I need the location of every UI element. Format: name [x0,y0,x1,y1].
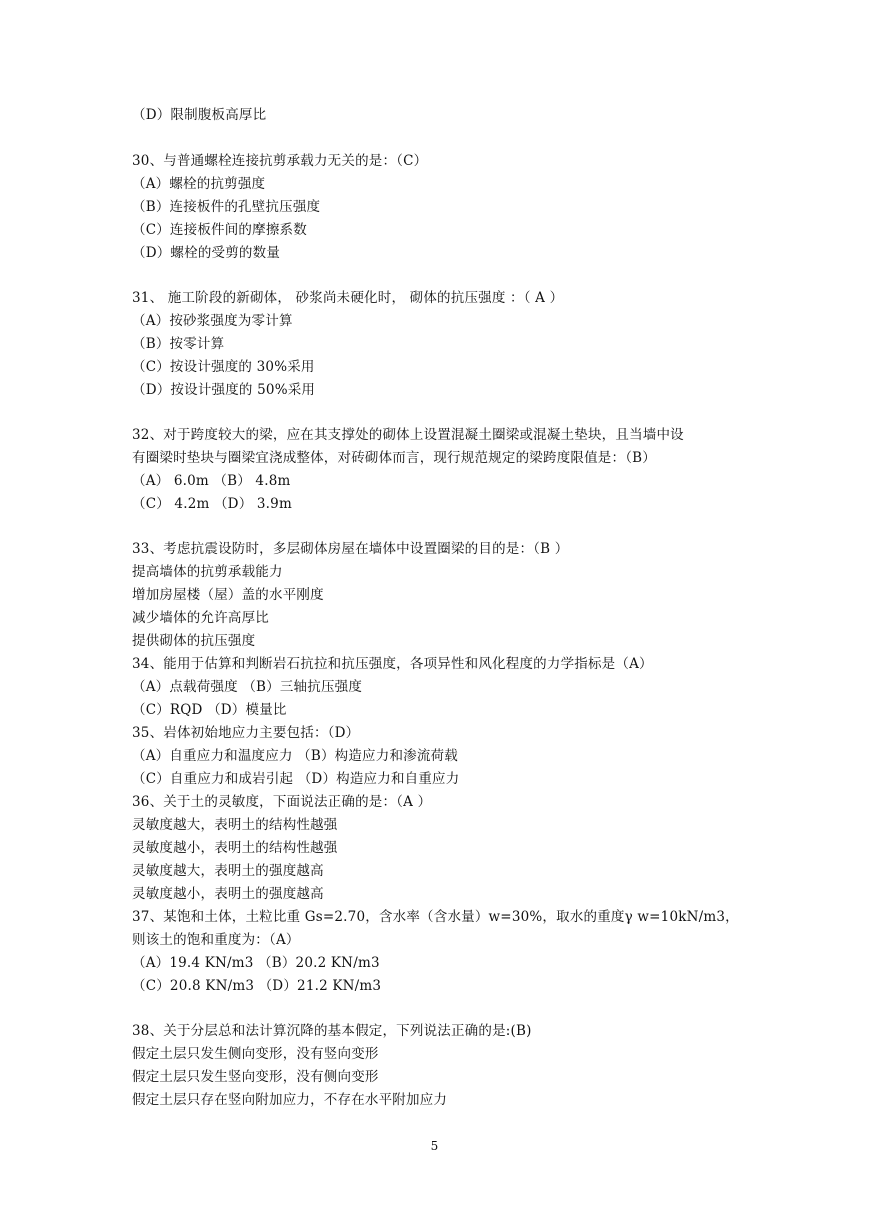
option-b-q30: （B）连接板件的孔壁抗压强度 [132,199,321,215]
question-31: 31、 施工阶段的新砌体， 砂浆尚未硬化时， 砌体的抗压强度 ：（ A ） [132,290,564,306]
options-ab-q32: （A） 6.0m （B） 4.8m [132,473,291,489]
options-cd-q37: （C）20.8 KN/m3 （D）21.2 KN/m3 [132,978,382,994]
question-32-line-2: 有圈梁时垫块与圈梁宜浇成整体，对砖砌体而言，现行规范规定的梁跨度限值是：（B） [132,450,656,466]
question-38: 38、关于分层总和法计算沉降的基本假定，下列说法正确的是:(B) [132,1023,532,1039]
option-d-q30: （D）螺栓的受剪的数量 [132,245,281,261]
options-cd-q35: （C）自重应力和成岩引起 （D）构造应力和自重应力 [132,771,460,787]
option-4-q33: 提供砌体的抗压强度 [132,633,256,649]
options-ab-q35: （A）自重应力和温度应力 （B）构造应力和渗流荷载 [132,748,458,764]
options-ab-q34: （A）点载荷强度 （B）三轴抗压强度 [132,679,363,695]
option-4-q36: 灵敏度越小，表明土的强度越高 [132,886,324,902]
option-3-q33: 减少墙体的允许高厚比 [132,610,269,626]
option-c-q31: （C）按设计强度的 30%采用 [132,359,315,375]
option-d-q31: （D）按设计强度的 50%采用 [132,382,316,398]
options-cd-q34: （C）RQD （D）模量比 [132,702,287,718]
options-ab-q37: （A）19.4 KN/m3 （B）20.2 KN/m3 [132,955,380,971]
question-32-line-1: 32、对于跨度较大的梁，应在其支撑处的砌体上设置混凝土圈梁或混凝土垫块，且当墙中设 [132,427,684,443]
options-cd-q32: （C） 4.2m （D） 3.9m [132,496,292,512]
option-a-q31: （A）按砂浆强度为零计算 [132,313,293,329]
option-3-q38: 假定土层只存在竖向附加应力，不存在水平附加应力 [132,1092,448,1108]
option-2-q33: 增加房屋楼（屋）盖的水平刚度 [132,587,324,603]
option-d-q29: （D）限制腹板高厚比 [132,107,267,123]
option-1-q38: 假定土层只发生侧向变形，没有竖向变形 [132,1046,379,1062]
option-2-q38: 假定土层只发生竖向变形，没有侧向变形 [132,1069,379,1085]
option-b-q31: （B）按零计算 [132,336,225,352]
question-33: 33、考虑抗震设防时，多层砌体房屋在墙体中设置圈梁的目的是：（B ） [132,541,569,557]
question-30: 30、与普通螺栓连接抗剪承载力无关的是：（C） [132,153,428,169]
option-a-q30: （A）螺栓的抗剪强度 [132,176,266,192]
question-36: 36、关于土的灵敏度，下面说法正确的是：（A ） [132,794,432,810]
question-34: 34、能用于估算和判断岩石抗拉和抗压强度，各项异性和风化程度的力学指标是（A） [132,656,653,672]
option-1-q36: 灵敏度越大，表明土的结构性越强 [132,817,338,833]
page-number: 5 [430,1139,439,1153]
option-1-q33: 提高墙体的抗剪承载能力 [132,564,283,580]
question-37-line-1: 37、某饱和土体，土粒比重 Gs=2.70，含水率（含水量）w=30%，取水的重度γ w=10kN/m3， [132,909,739,925]
option-3-q36: 灵敏度越大，表明土的强度越高 [132,863,324,879]
question-35: 35、岩体初始地应力主要包括：（D） [132,725,360,741]
question-37-line-2: 则该土的饱和重度为：（A） [132,932,300,948]
option-c-q30: （C）连接板件间的摩擦系数 [132,222,307,238]
option-2-q36: 灵敏度越小，表明土的结构性越强 [132,840,338,856]
